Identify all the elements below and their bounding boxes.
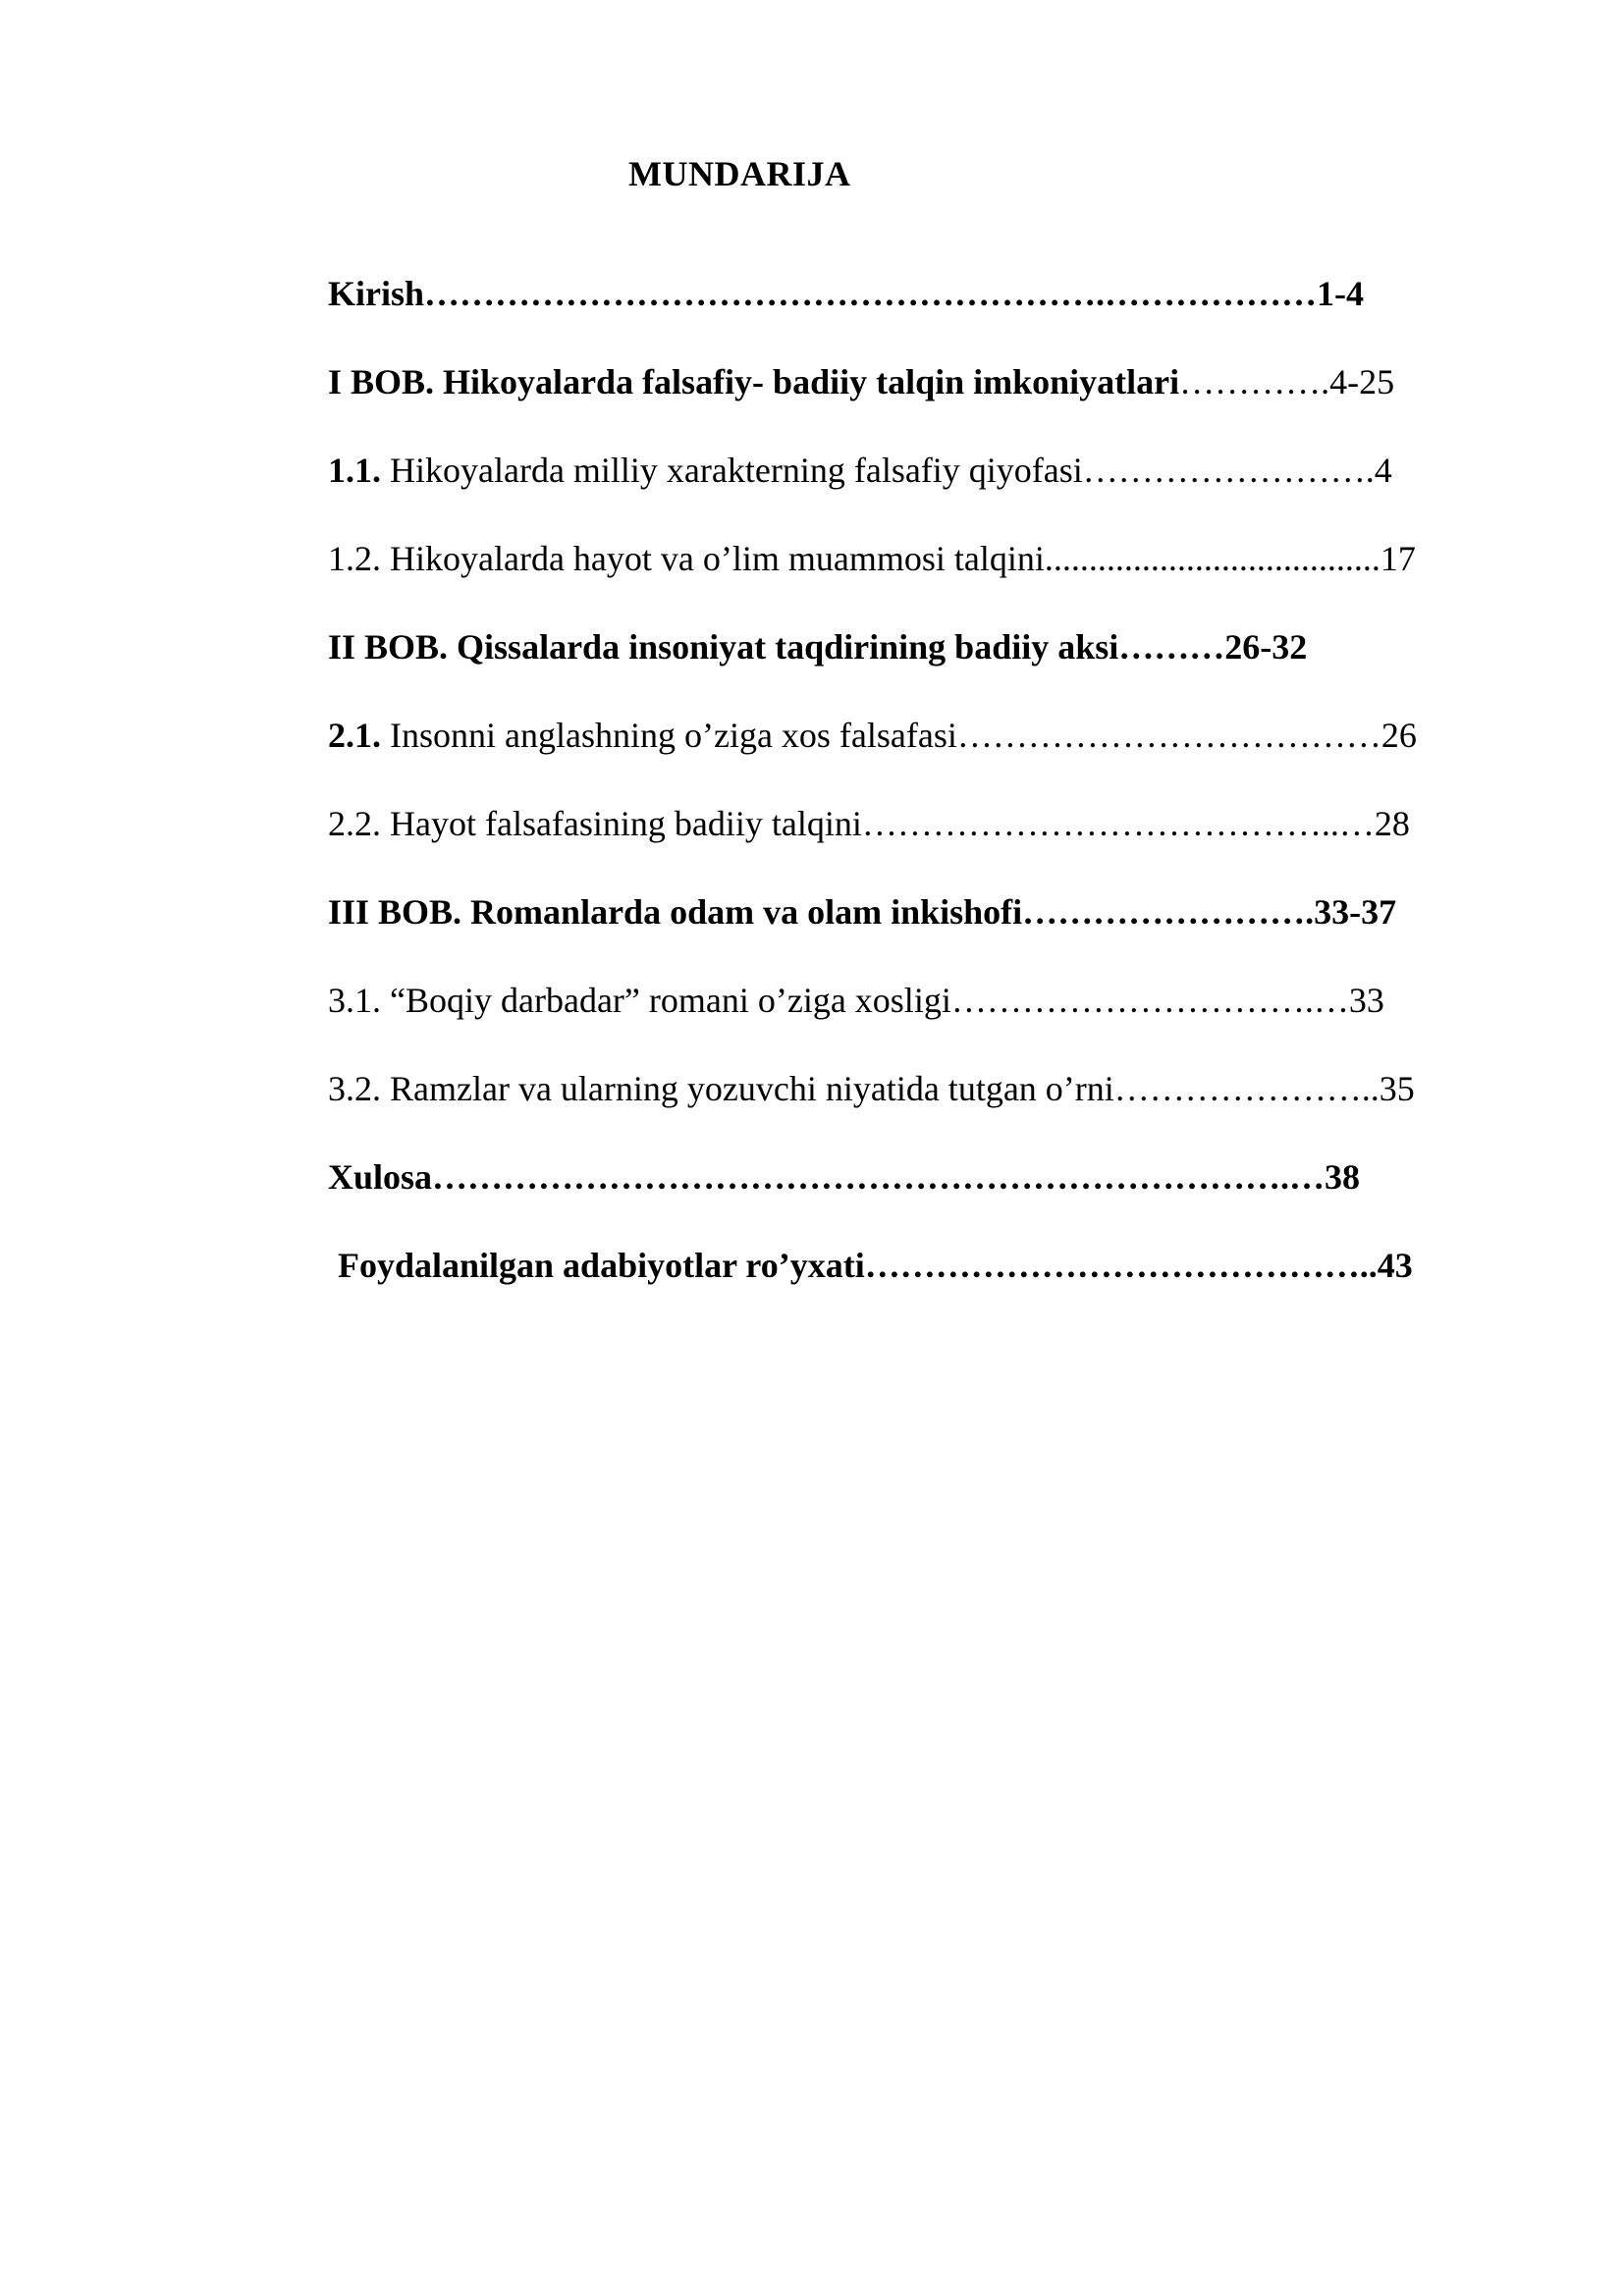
toc-entry-page: ………….4-25 (1179, 362, 1395, 401)
toc-entry-chapter-1 (328, 364, 1394, 400)
toc-entry-chapter-2 (328, 629, 1307, 665)
toc-entry-text: Foydalanilgan adabiyotlar ro’yxati……………………………………..43 (338, 1246, 1413, 1285)
toc-entry-title: I BOB. Hikoyalarda falsafiy- badiiy talqin imkoniyatlari (328, 362, 1180, 401)
toc-entry-section-3-1 (328, 983, 1384, 1018)
toc-entry-number: 1.1. (328, 451, 381, 490)
toc-entry-text: Xulosa……………………………………………………………….…38 (328, 1157, 1361, 1197)
toc-entry-text: III BOB. Romanlarda odam va olam inkishofi…………………….33-37 (328, 892, 1397, 932)
toc-entry-section-1-2 (328, 541, 1416, 576)
toc-entry-section-2-1 (328, 718, 1417, 753)
toc-entry-section-2-2 (328, 806, 1410, 841)
toc-entry-number: 2.1. (328, 716, 381, 755)
page-title: MUNDARIJA (628, 154, 851, 193)
toc-entry-section-3-2 (328, 1071, 1415, 1106)
toc-entry-text: 2.2. Hayot falsafasining badiiy talqini…………………………………..…28 (328, 804, 1410, 843)
toc-entry-chapter-3 (328, 894, 1396, 930)
toc-entry-kirish (328, 276, 1364, 311)
toc-entry-text: Kirish………………………………………………….………………1-4 (328, 274, 1365, 313)
toc-entry-text: Hikoyalarda milliy xarakterning falsafiy qiyofasi…………………….4 (381, 451, 1392, 490)
toc-entry-section-1-1 (328, 453, 1392, 488)
toc-entry-text: 1.2. Hikoyalarda hayot va o’lim muammosi talqini......................................17 (328, 539, 1416, 578)
toc-entry-text: Insonni anglashning o’ziga xos falsafasi………………………………26 (381, 716, 1417, 755)
toc-entry-text: 3.1. “Boqiy darbadar” romani o’ziga xosligi………………………….…33 (328, 981, 1384, 1020)
toc-entry-text: II BOB. Qissalarda insoniyat taqdirining badiiy aksi………26-32 (328, 627, 1308, 667)
toc-entry-xulosa (328, 1159, 1360, 1195)
toc-entry-bibliography (338, 1248, 1413, 1283)
toc-entry-text: 3.2. Ramzlar va ularning yozuvchi niyatida tutgan o’rni…………………..35 (328, 1069, 1415, 1108)
